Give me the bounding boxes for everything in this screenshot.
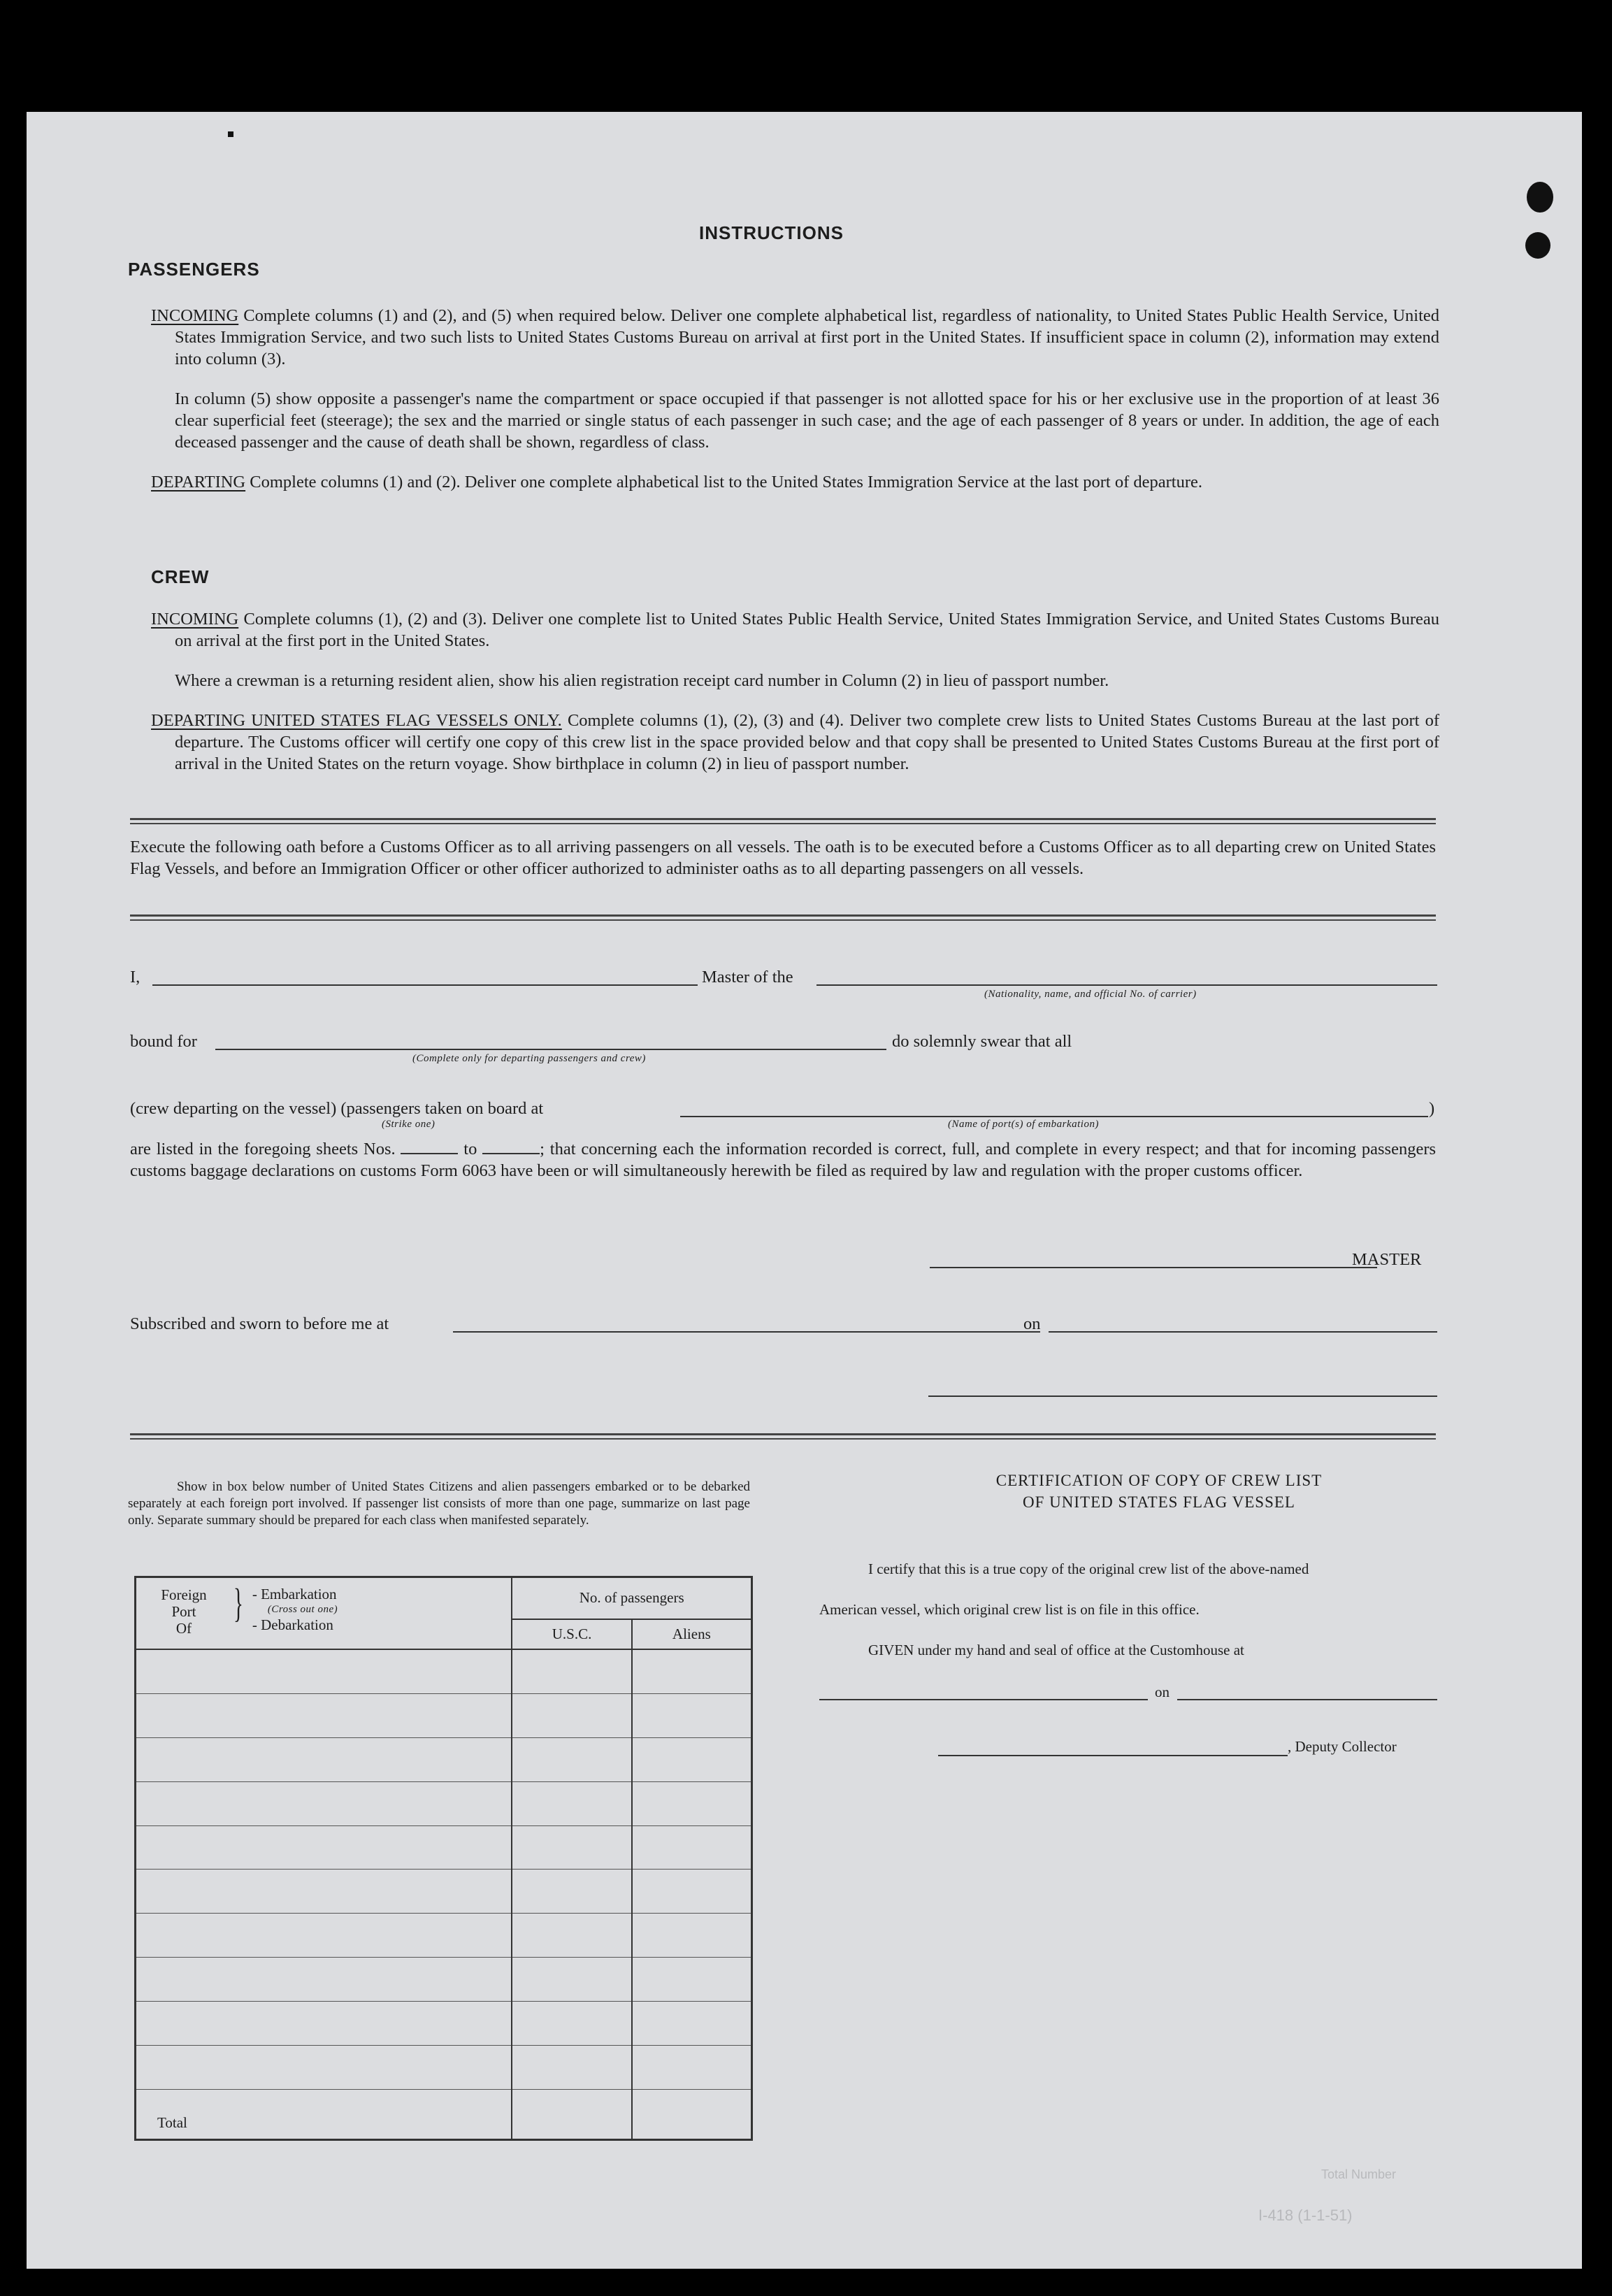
nationality-caption: (Nationality, name, and official No. of carrier) [984, 989, 1197, 1000]
form-number-ghost: I-418 (1-1-51) [1258, 2207, 1353, 2224]
divider-oath [130, 914, 1436, 921]
crew-departing-text: Complete columns (1), (2), (3) and (4). Deliver two complete crew lists to United States Customs Bureau at the last port of departure. The Customs officer will certify one copy of this crew list in the space provided below and that copy shall be presented to United States Customs Bureau at the first port of arrival in the United States on the return voyage. Show birthplace in column (2) in lieu of passport number. [175, 711, 1439, 773]
officer-signature-field[interactable] [928, 1395, 1437, 1397]
divider-top [130, 818, 1436, 824]
oath-master: MASTER [1352, 1250, 1422, 1269]
crew-incoming-label: INCOMING [151, 610, 239, 629]
passengers-instructions [151, 305, 1439, 511]
ports-caption: (Name of port(s) of embarkation) [948, 1119, 1099, 1130]
sheet-from-field[interactable] [401, 1153, 458, 1154]
certification-on: on [1155, 1684, 1170, 1700]
passengers-incoming-text: Complete columns (1) and (2), and (5) when required below. Deliver one complete alphabetical list, regardless of nationality, to United States Public Health Service, United States Immigration Service, and two such lists to United States Customs Bureau on arrival at first port in the United States. If insufficient space in column (2), information may extend into column (3). [175, 306, 1439, 368]
ports-field[interactable] [680, 1116, 1428, 1117]
table-row [136, 1825, 752, 1870]
strike-caption: (Strike one) [382, 1119, 436, 1130]
table-row [136, 2001, 752, 2045]
certify-line-1: I certify that this is a true copy of the original crew list of the above-named [868, 1560, 1309, 1577]
aliens-header: Aliens [632, 1619, 752, 1649]
table-row [136, 1870, 752, 1914]
crew-instructions [151, 608, 1439, 793]
passengers-heading: PASSENGERS [128, 259, 260, 280]
oath-to: to [463, 1140, 477, 1158]
subscribed-place-field[interactable] [453, 1331, 1040, 1333]
summary-text: Show in box below number of United States Citizens and alien passengers embarked or to be debarked separately at each foreign port involved. If passenger list consists of more than one page, summarize on last page only. Separate summary should be prepared for each class when manifested separately. [128, 1479, 750, 1528]
total-label: Total [136, 2089, 512, 2139]
given-line: GIVEN under my hand and seal of office at the Customhouse at [868, 1642, 1244, 1658]
table-row [136, 1737, 752, 1781]
bound-caption: (Complete only for departing passengers and crew) [412, 1053, 646, 1064]
oath-master-of: Master of the [702, 968, 793, 986]
oath-i-label: I, [130, 968, 141, 986]
passengers-incoming-label: INCOMING [151, 306, 239, 325]
of-label: Of [175, 1620, 192, 1637]
cross-out-caption: (Cross out one) [267, 1604, 338, 1615]
table-row [136, 1693, 752, 1737]
customhouse-field[interactable] [819, 1699, 1148, 1700]
passengers-departing-text: Complete columns (1) and (2). Deliver one complete alphabetical list to the United States Immigration Service at the last port of departure. [245, 473, 1202, 492]
debarkation-label: - Debarkation [252, 1616, 333, 1633]
sheet-to-field[interactable] [482, 1153, 540, 1154]
subscribed-date-field[interactable] [1049, 1331, 1437, 1333]
passengers-departing-label: DEPARTING [151, 473, 246, 492]
punch-hole-mark [1525, 232, 1550, 259]
deputy-collector-label: , Deputy Collector [1288, 1738, 1397, 1755]
certification-title-2: OF UNITED STATES FLAG VESSEL [1023, 1493, 1295, 1511]
certification-title [921, 1470, 1397, 1513]
total-number-ghost: Total Number [1321, 2167, 1397, 2181]
table-row [136, 1649, 752, 1693]
crew-incoming-text: Complete columns (1), (2) and (3). Deliver one complete list to United States Public Health Service, United States Immigration Service, and United States Customs Bureau on arrival at the first port in the United States. [175, 610, 1439, 650]
oath-listed-1: are listed in the foregoing sheets Nos. [130, 1140, 396, 1158]
master-name-field[interactable] [152, 984, 698, 986]
foreign-label: Foreign [161, 1586, 207, 1603]
ink-dot-mark [228, 131, 233, 137]
oath-on: on [1023, 1314, 1041, 1333]
oath-listed-2: ; that concerning each the information recorded is correct, full, and complete in every respect; and that for incoming passengers customs baggage declarations on customs Form 6063 have been or will simultaneously herewith be filed as required by law and regulation with the proper customs officer. [130, 1140, 1437, 1180]
passenger-summary-table [134, 1576, 753, 2141]
oath-swear: do solemnly swear that all [892, 1032, 1072, 1051]
form-page [27, 112, 1582, 2269]
certify-line-2: American vessel, which original crew list is on file in this office. [819, 1601, 1200, 1618]
table-row [136, 2045, 752, 2089]
total-row [136, 2089, 752, 2139]
crew-heading: CREW [151, 566, 210, 587]
oath-close-paren: ) [1429, 1099, 1435, 1118]
port-label: Port [171, 1603, 196, 1620]
certification-title-1: CERTIFICATION OF COPY OF CREW LIST [995, 1472, 1323, 1489]
table-row [136, 1914, 752, 1958]
oath-listed [130, 1138, 1436, 1182]
divider-bottom [130, 1433, 1436, 1440]
carrier-field[interactable] [816, 984, 1437, 986]
master-signature-field[interactable] [930, 1267, 1377, 1268]
bound-for-field[interactable] [215, 1049, 886, 1050]
table-row [136, 1781, 752, 1825]
oath-intro: Execute the following oath before a Customs Officer as to all arriving passengers on all vessels. The oath is to be executed before a Customs Officer as to all departing crew on United States Flag Vessels, and before an Immigration Officer or other officer authorized to administer oaths as to all departing passengers on all vessels. [130, 838, 1436, 878]
certification-date-field[interactable] [1177, 1699, 1437, 1700]
passengers-column5-text: In column (5) show opposite a passenger's name the compartment or space occupied if that passenger is not allotted space for his or her exclusive use in the proportion of at least 36 clear superficial feet (steerage); the sex and the married or single status of each passenger in such case; and the age of each passenger of 8 years or under. In addition, the age of each deceased passenger and the cause of death shall be shown, regardless of class. [175, 389, 1439, 452]
crew-resident-text: Where a crewman is a returning resident alien, show his alien registration receipt card number in Column (2) in lieu of passport number. [175, 671, 1109, 690]
table-row [136, 1958, 752, 2002]
oath-bound-for: bound for [130, 1032, 197, 1051]
brace-icon: } [233, 1580, 243, 1626]
no-of-passengers-header: No. of passengers [512, 1577, 751, 1619]
oath-subscribed: Subscribed and sworn to before me at [130, 1314, 389, 1333]
page-title: INSTRUCTIONS [699, 222, 844, 243]
oath-crew-departing: (crew departing on the vessel) (passengers taken on board at [130, 1099, 544, 1118]
embarkation-label: - Embarkation [252, 1586, 337, 1602]
deputy-signature-field[interactable] [938, 1755, 1288, 1756]
usc-header: U.S.C. [512, 1619, 631, 1649]
crew-departing-label: DEPARTING UNITED STATES FLAG VESSELS ONLY. [151, 711, 562, 730]
punch-hole-mark [1527, 182, 1553, 213]
